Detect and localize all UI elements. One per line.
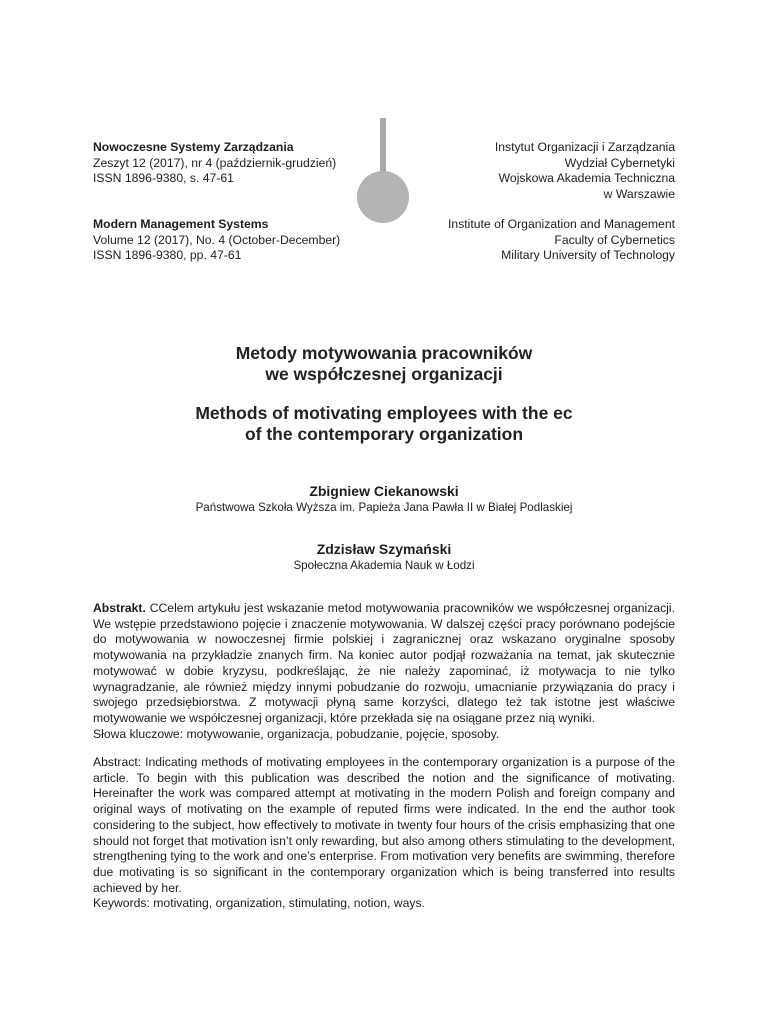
abstract-pl-body [93,601,675,727]
institute-name-pl: Instytut Organizacji i Zarządzania [494,140,675,154]
author-affiliation: Społeczna Akademia Nauk w Łodzi [293,559,475,572]
title-en [0,403,768,445]
title-pl [0,343,768,385]
abstract-pl-label: Abstrakt. [93,601,146,615]
journal-name-pl: Nowoczesne Systemy Zarządzania [93,140,294,154]
institution-info-pl [495,140,675,203]
faculty-name-en: Faculty of Cybernetics [554,232,675,247]
keywords-pl: Słowa kluczowe: motywowanie, organizacja, pobudzanie, pojęcie, sposoby. [93,726,500,741]
abstract-en-text: Abstract: Indicating methods of motivating employees in the contemporary organization is a purpose of the article. To begin with this publication was described the notion and the significance of motivating. Hereinafter the work was compared attempt at motivating in the modern Polish and foreign company and original ways of motivating on the example of reputed firms were indicated. In the end the author took considering to the subject, how effectively to motivate in twenty four hours of the crisis emphasizing that one should not forget that motivation isn’t only rewarding, but also among others stimulating to the development, strengthening tying to the work and one’s enterprise. From motivation very benefits are swimming, therefore due motivating is so significant in the contemporary organization which is being transferred into results achieved by her. [93,755,675,895]
academy-city-pl: w Warszawie [603,187,675,202]
keywords-en: Keywords: motivating, organization, stimulating, notion, ways. [93,896,425,911]
author-name: Zbigniew Ciekanowski [309,483,459,499]
academy-name-pl: Wojskowa Akademia Techniczna [498,171,675,186]
abstract-pl-text: CCelem artykułu jest wskazanie metod motywowania pracowników we współczesnej organizacji. We wstępie przedstawiono pojęcie i znaczenie motywowania. W dalszej części pracy porównano podejście do motywowania w nowoczesnej firmie polskiej i zagranicznej oraz wskazano oryginalne sposoby motywowania na przykładzie znanych firm. Na koniec autor podjął rozważania na temat, jak skutecznie motywować w dobie kryzysu, podkreślając, że nie należy zapominać, iż motywacja to nie tylko wynagradzanie, ale również między innymi pobudzanie do rozwoju, umacnianie przywiązania do pracy i swojego przedsiębiorstwa. Z motywacji płyną same korzyści, dlatego też tak istotne jest właściwe motywowanie we współczesnej organizacji, które przekłada się na osiągane przez nią wyniki. [93,601,675,725]
author-block [0,540,768,574]
journal-issn-en: ISSN 1896-9380, pp. 47-61 [93,248,242,263]
faculty-name-pl: Wydział Cybernetyki [564,155,675,170]
title-pl-line2: we współczesnej organizacji [265,364,503,384]
academy-name-en: Military University of Technology [501,248,675,263]
institute-name-en: Institute of Organization and Management [448,217,675,231]
abstract-en [93,755,675,912]
decorative-circle [357,171,409,223]
institution-info-en [448,217,675,264]
title-en-line1: Methods of motivating employees with the ec [195,403,573,423]
journal-name-en: Modern Management Systems [93,217,269,231]
author-block [0,482,768,516]
journal-issn-pl: ISSN 1896-9380, s. 47-61 [93,171,234,186]
journal-issue-en: Volume 12 (2017), No. 4 (October-December) [93,232,341,247]
journal-info-pl [93,140,336,187]
abstract-pl [93,601,675,742]
journal-issue-pl: Zeszyt 12 (2017), nr 4 (październik-grudzień) [93,155,337,170]
author-name: Zdzisław Szymański [316,541,452,557]
journal-info-en [93,217,340,264]
author-affiliation: Państwowa Szkoła Wyższa im. Papieża Jana Pawła II w Białej Podlaskiej [195,501,573,514]
title-pl-line1: Metody motywowania pracowników [235,343,533,363]
title-en-line2: of the contemporary organization [244,424,524,444]
